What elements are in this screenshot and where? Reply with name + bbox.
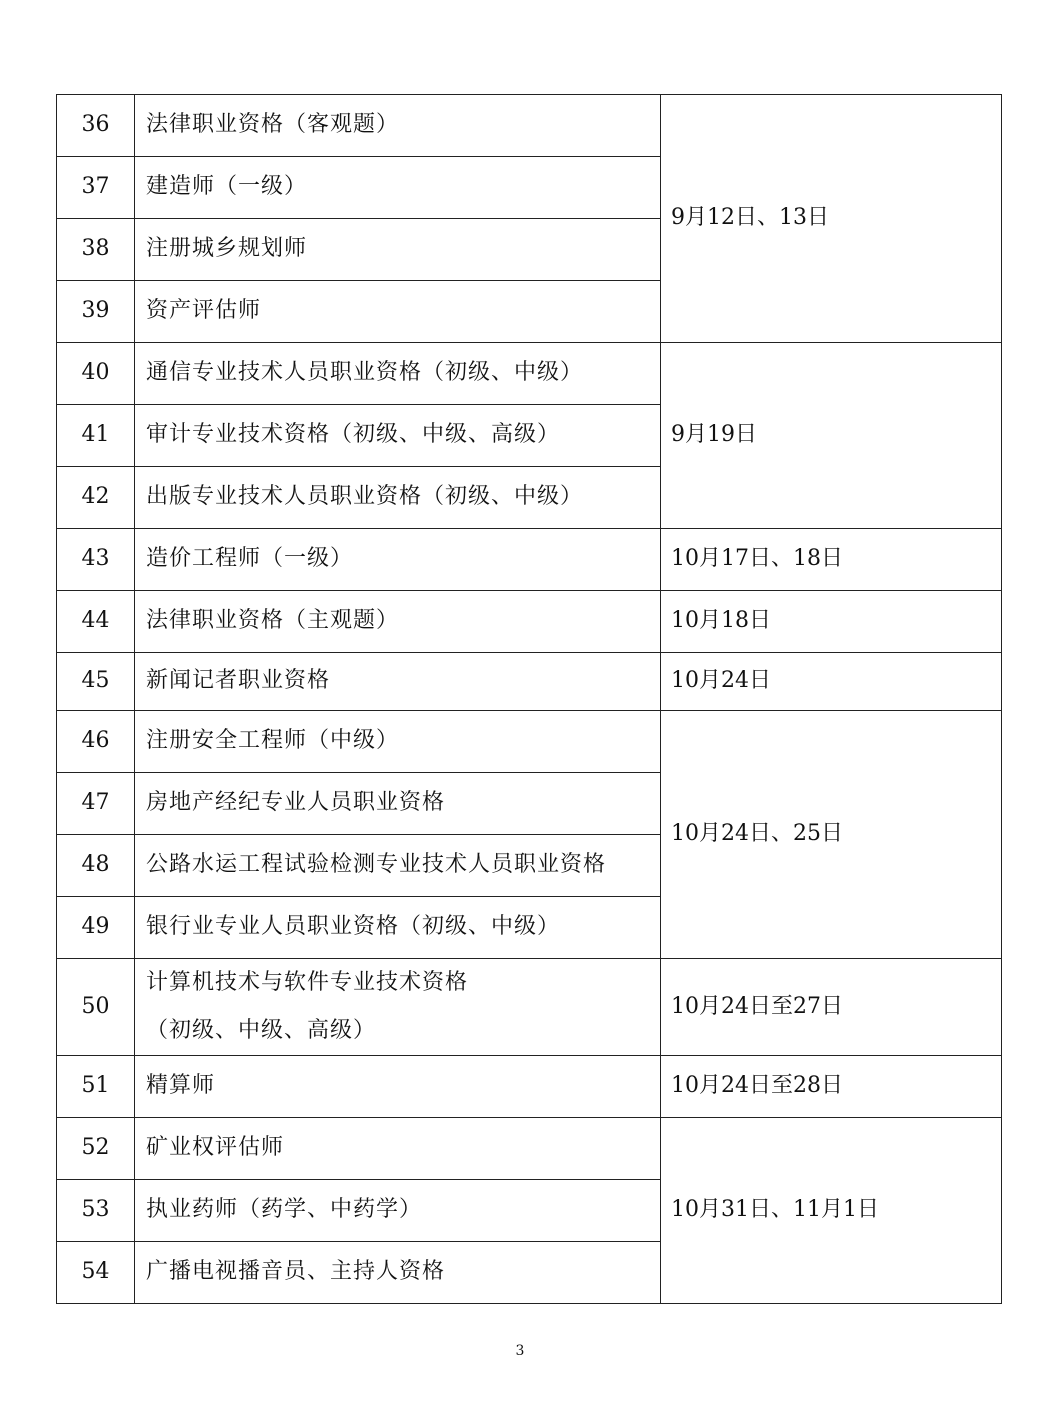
exam-name: 出版专业技术人员职业资格（初级、中级）: [135, 467, 661, 529]
exam-date: 10月24日至27日: [661, 959, 1002, 1056]
page-number: 3: [515, 1343, 525, 1359]
table-row: [57, 711, 1002, 773]
exam-name: 注册城乡规划师: [135, 219, 661, 281]
exam-name: 精算师: [135, 1056, 661, 1118]
exam-name: 新闻记者职业资格: [135, 653, 661, 711]
exam-schedule-table: [56, 94, 1002, 1304]
row-number: 37: [57, 157, 135, 219]
row-number: 38: [57, 219, 135, 281]
exam-name: 通信专业技术人员职业资格（初级、中级）: [135, 343, 661, 405]
row-number: 51: [57, 1056, 135, 1118]
row-number: 47: [57, 773, 135, 835]
row-number: 49: [57, 897, 135, 959]
exam-name: 房地产经纪专业人员职业资格: [135, 773, 661, 835]
exam-name: 审计专业技术资格（初级、中级、高级）: [135, 405, 661, 467]
table-row: [57, 529, 1002, 591]
row-number: 46: [57, 711, 135, 773]
exam-date: 10月18日: [661, 591, 1002, 653]
exam-date: 9月12日、13日: [661, 95, 1002, 343]
exam-name-line-2: （初级、中级、高级）: [146, 1018, 377, 1043]
row-number: 36: [57, 95, 135, 157]
table-row: [57, 653, 1002, 711]
row-number: 44: [57, 591, 135, 653]
table-row: [57, 1118, 1002, 1180]
exam-name-line-1: 计算机技术与软件专业技术资格: [146, 970, 469, 995]
row-number: 54: [57, 1242, 135, 1304]
row-number: 39: [57, 281, 135, 343]
row-number: 52: [57, 1118, 135, 1180]
exam-date: 10月24日、25日: [661, 711, 1002, 959]
table-row: [57, 95, 1002, 157]
exam-name: 注册安全工程师（中级）: [135, 711, 661, 773]
exam-name: 广播电视播音员、主持人资格: [135, 1242, 661, 1304]
exam-name: 资产评估师: [135, 281, 661, 343]
row-number: 43: [57, 529, 135, 591]
row-number: 50: [57, 959, 135, 1056]
exam-date: 9月19日: [661, 343, 1002, 529]
table-row: [57, 343, 1002, 405]
exam-date: 10月31日、11月1日: [661, 1118, 1002, 1304]
exam-name: 建造师（一级）: [135, 157, 661, 219]
row-number: 40: [57, 343, 135, 405]
exam-name: 银行业专业人员职业资格（初级、中级）: [135, 897, 661, 959]
row-number: 42: [57, 467, 135, 529]
row-number: 48: [57, 835, 135, 897]
exam-name: 法律职业资格（主观题）: [135, 591, 661, 653]
exam-date: 10月24日至28日: [661, 1056, 1002, 1118]
exam-name: 执业药师（药学、中药学）: [135, 1180, 661, 1242]
row-number: 41: [57, 405, 135, 467]
table-row: [57, 1056, 1002, 1118]
exam-name: [135, 959, 661, 1056]
row-number: 45: [57, 653, 135, 711]
row-number: 53: [57, 1180, 135, 1242]
table-row: [57, 959, 1002, 1056]
exam-date: 10月24日: [661, 653, 1002, 711]
exam-name: 公路水运工程试验检测专业技术人员职业资格: [135, 835, 661, 897]
exam-name: 矿业权评估师: [135, 1118, 661, 1180]
exam-name: 造价工程师（一级）: [135, 529, 661, 591]
exam-name: 法律职业资格（客观题）: [135, 95, 661, 157]
table-row: [57, 591, 1002, 653]
exam-date: 10月17日、18日: [661, 529, 1002, 591]
